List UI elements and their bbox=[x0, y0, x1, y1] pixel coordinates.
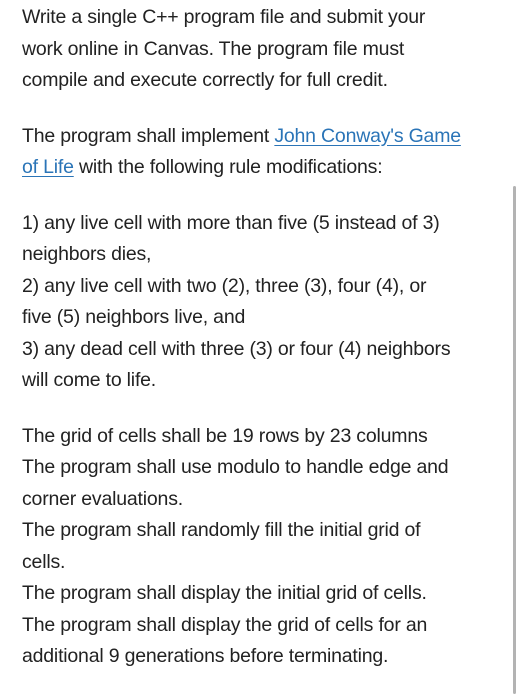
rule-line: 1) any live cell with more than five (5 instead of 3) bbox=[22, 211, 440, 234]
requirement-line: additional 9 generations before terminating. bbox=[22, 645, 389, 667]
requirement-line: corner evaluations. bbox=[22, 487, 183, 510]
rule-line: neighbors dies, bbox=[22, 243, 152, 265]
game-of-life-link[interactable]: John Conway's Game bbox=[274, 124, 461, 147]
intro-line: work online in Canvas. The program file must bbox=[22, 37, 405, 60]
intro-line: compile and execute correctly for full credit. bbox=[22, 69, 388, 91]
requirements-paragraph bbox=[22, 421, 508, 673]
spec-prefix: The program shall implement bbox=[22, 124, 275, 147]
intro-line: Write a single C++ program file and submit your bbox=[22, 6, 426, 28]
assignment-content bbox=[22, 0, 508, 673]
spec-paragraph bbox=[22, 121, 508, 184]
rule-line: 2) any live cell with two (2), three (3), four (4), or bbox=[22, 274, 427, 297]
requirement-line: cells. bbox=[22, 550, 66, 573]
requirement-line: The program shall use modulo to handle edge and bbox=[22, 456, 449, 478]
intro-paragraph bbox=[22, 2, 508, 97]
requirement-line: The grid of cells shall be 19 rows by 23 columns bbox=[22, 424, 428, 447]
vertical-scrollbar[interactable] bbox=[513, 186, 516, 694]
rule-line: 3) any dead cell with three (3) or four (4) neighbors bbox=[22, 337, 451, 360]
game-of-life-link-continued[interactable]: of Life bbox=[22, 156, 74, 178]
spec-suffix: with the following rule modifications: bbox=[73, 156, 383, 178]
rules-paragraph bbox=[22, 208, 508, 397]
requirement-line: The program shall display the grid of cells for an bbox=[22, 613, 428, 636]
spec-line bbox=[22, 152, 508, 184]
rule-line: five (5) neighbors live, and bbox=[22, 306, 246, 328]
requirement-line: The program shall randomly fill the initial grid of bbox=[22, 519, 421, 541]
rule-line: will come to life. bbox=[22, 369, 157, 391]
spec-line bbox=[22, 121, 508, 153]
requirement-line: The program shall display the initial grid of cells. bbox=[22, 582, 427, 604]
